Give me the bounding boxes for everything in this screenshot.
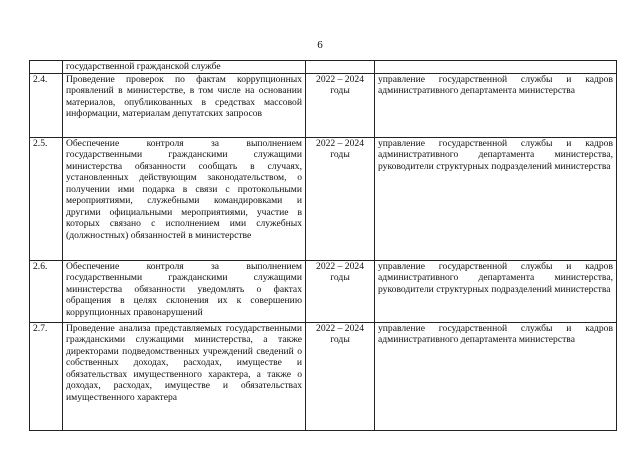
cell-responsible: управление государственной службы и кадров административного департамента министерства: [375, 73, 617, 137]
cell-num: 2.6.: [30, 260, 63, 322]
cell-num: [30, 61, 63, 74]
cell-responsible: управление государственной службы и кадров административного департамента министерства, руководители структурных подразделений министерства: [375, 137, 617, 260]
cell-text: государственной гражданской службе: [63, 61, 306, 74]
cell-num: 2.4.: [30, 73, 63, 137]
page-number: 6: [317, 39, 323, 51]
cell-period: 2022 – 2024 годы: [306, 73, 375, 137]
cell-responsible: [375, 61, 617, 74]
table-row: [30, 260, 617, 322]
cell-period: 2022 – 2024 годы: [306, 322, 375, 430]
table-row-continued: [30, 61, 617, 74]
cell-responsible: управление государственной службы и кадров административного департамента министерства, руководители структурных подразделений министерства: [375, 260, 617, 322]
cell-text: Проведение проверок по фактам коррупционных проявлений в министерстве, в том числе на основании материалов, опубликованных в средствах массовой информации, материалам депутатских запросов: [63, 73, 306, 137]
cell-num: 2.5.: [30, 137, 63, 260]
cell-num: 2.7.: [30, 322, 63, 430]
table-row: [30, 322, 617, 430]
table-row: [30, 137, 617, 260]
cell-responsible: управление государственной службы и кадров административного департамента министерства: [375, 322, 617, 430]
cell-period: 2022 – 2024 годы: [306, 260, 375, 322]
cell-text: Обеспечение контроля за выполнением государственными гражданскими служащими министерства обязанности сообщать в случаях, установленных действующим законодательством, о получении ими подарка в связи с протокольными мероприятиями, служебными командировками и другими официальными мероприятиями, участие в которых связано с исполнением ими служебных (должностных) обязанностей в министерстве: [63, 137, 306, 260]
cell-period: 2022 – 2024 годы: [306, 137, 375, 260]
cell-text: Проведение анализа представляемых государственными гражданскими служащими министерства, а также директорами подведомственных учреждений сведений о собственных доходах, расходах, имуществе и обязательствах имущественного характера, а также о доходах, расходах, имуществе и обязательствах имущественного характера: [63, 322, 306, 430]
cell-text: Обеспечение контроля за выполнением государственными гражданскими служащими министерства обязанности уведомлять о фактах обращения в целях склонения их к совершению коррупционных правонарушений: [63, 260, 306, 322]
measures-table: [29, 60, 617, 431]
cell-period: [306, 61, 375, 74]
table-row: [30, 73, 617, 137]
